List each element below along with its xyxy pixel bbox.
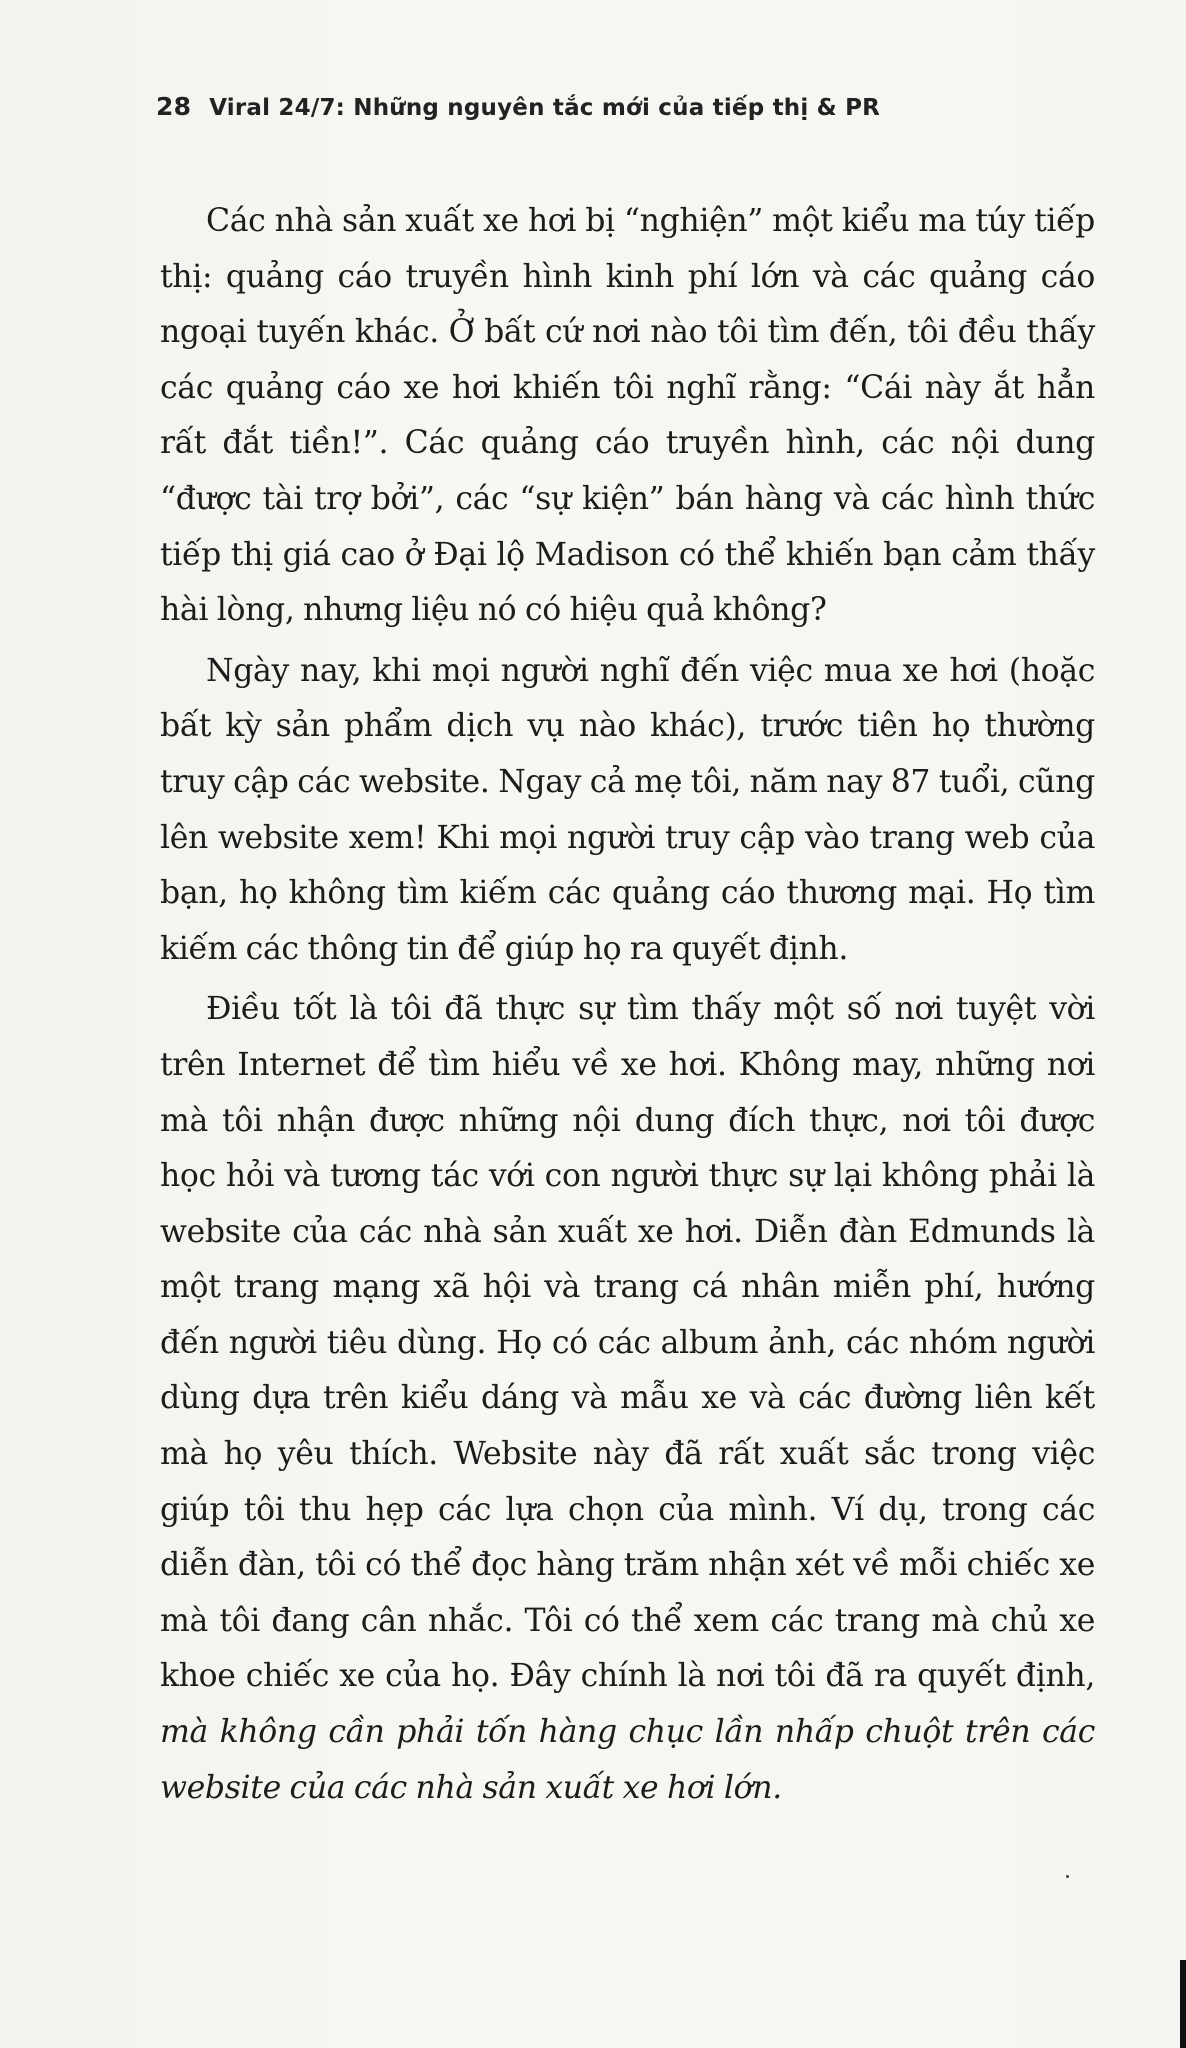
page-number: 28 (156, 92, 192, 121)
paragraph-1: Các nhà sản xuất xe hơi bị “nghiện” một kiểu ma túy tiếp thị: quảng cáo truyền hình kinh phí lớn và các quảng cáo ngoại tuyến khác. Ở bất cứ nơi nào tôi tìm đến, tôi đều thấy các quảng cáo xe hơi khiến tôi nghĩ rằng: “Cái này ắt hẳn rất đắt tiền!”. Các quảng cáo truyền hình, các nội dung “được tài trợ bởi”, các “sự kiện” bán hàng và các hình thức tiếp thị giá cao ở Đại lộ Madison có thể khiến bạn cảm thấy hài lòng, nhưng liệu nó có hiệu quả không? (160, 203, 1095, 629)
paragraph-2: Ngày nay, khi mọi người nghĩ đến việc mua xe hơi (hoặc bất kỳ sản phẩm dịch vụ nào khác), trước tiên họ thường truy cập các website. Ngay cả mẹ tôi, năm nay 87 tuổi, cũng lên website xem! Khi mọi người truy cập vào trang web của bạn, họ không tìm kiếm các quảng cáo thương mại. Họ tìm kiếm các thông tin để giúp họ ra quyết định. (160, 652, 1095, 967)
paragraph-3-emphasis: mà không cần phải tốn hàng chục lần nhấp chuột trên các website của các nhà sản xuất xe hơi lớn. (160, 1714, 1095, 1806)
running-header (156, 92, 880, 121)
page-edge-shadow (1180, 1960, 1186, 2048)
print-speck (1066, 1875, 1069, 1878)
body-text (160, 194, 1095, 1821)
paragraph-3 (160, 982, 1095, 1816)
book-title: Viral 24/7: Những nguyên tắc mới của tiếp thị & PR (209, 95, 881, 121)
paragraph-3-text: Điều tốt là tôi đã thực sự tìm thấy một số nơi tuyệt vời trên Internet để tìm hiểu về xe hơi. Không may, những nơi mà tôi nhận được những nội dung đích thực, nơi tôi được học hỏi và tương tác với con người thực sự lại không phải là website của các nhà sản xuất xe hơi. Diễn đàn Edmunds là một trang mạng xã hội và trang cá nhân miễn phí, hướng đến người tiêu dùng. Họ có các album ảnh, các nhóm người dùng dựa trên kiểu dáng và mẫu xe và các đường liên kết mà họ yêu thích. Website này đã rất xuất sắc trong việc giúp tôi thu hẹp các lựa chọn của mình. Ví dụ, trong các diễn đàn, tôi có thể đọc hàng trăm nhận xét về mỗi chiếc xe mà tôi đang cân nhắc. Tôi có thể xem các trang mà chủ xe khoe chiếc xe của họ. Đây chính là nơi tôi đã ra quyết định, (160, 991, 1095, 1695)
